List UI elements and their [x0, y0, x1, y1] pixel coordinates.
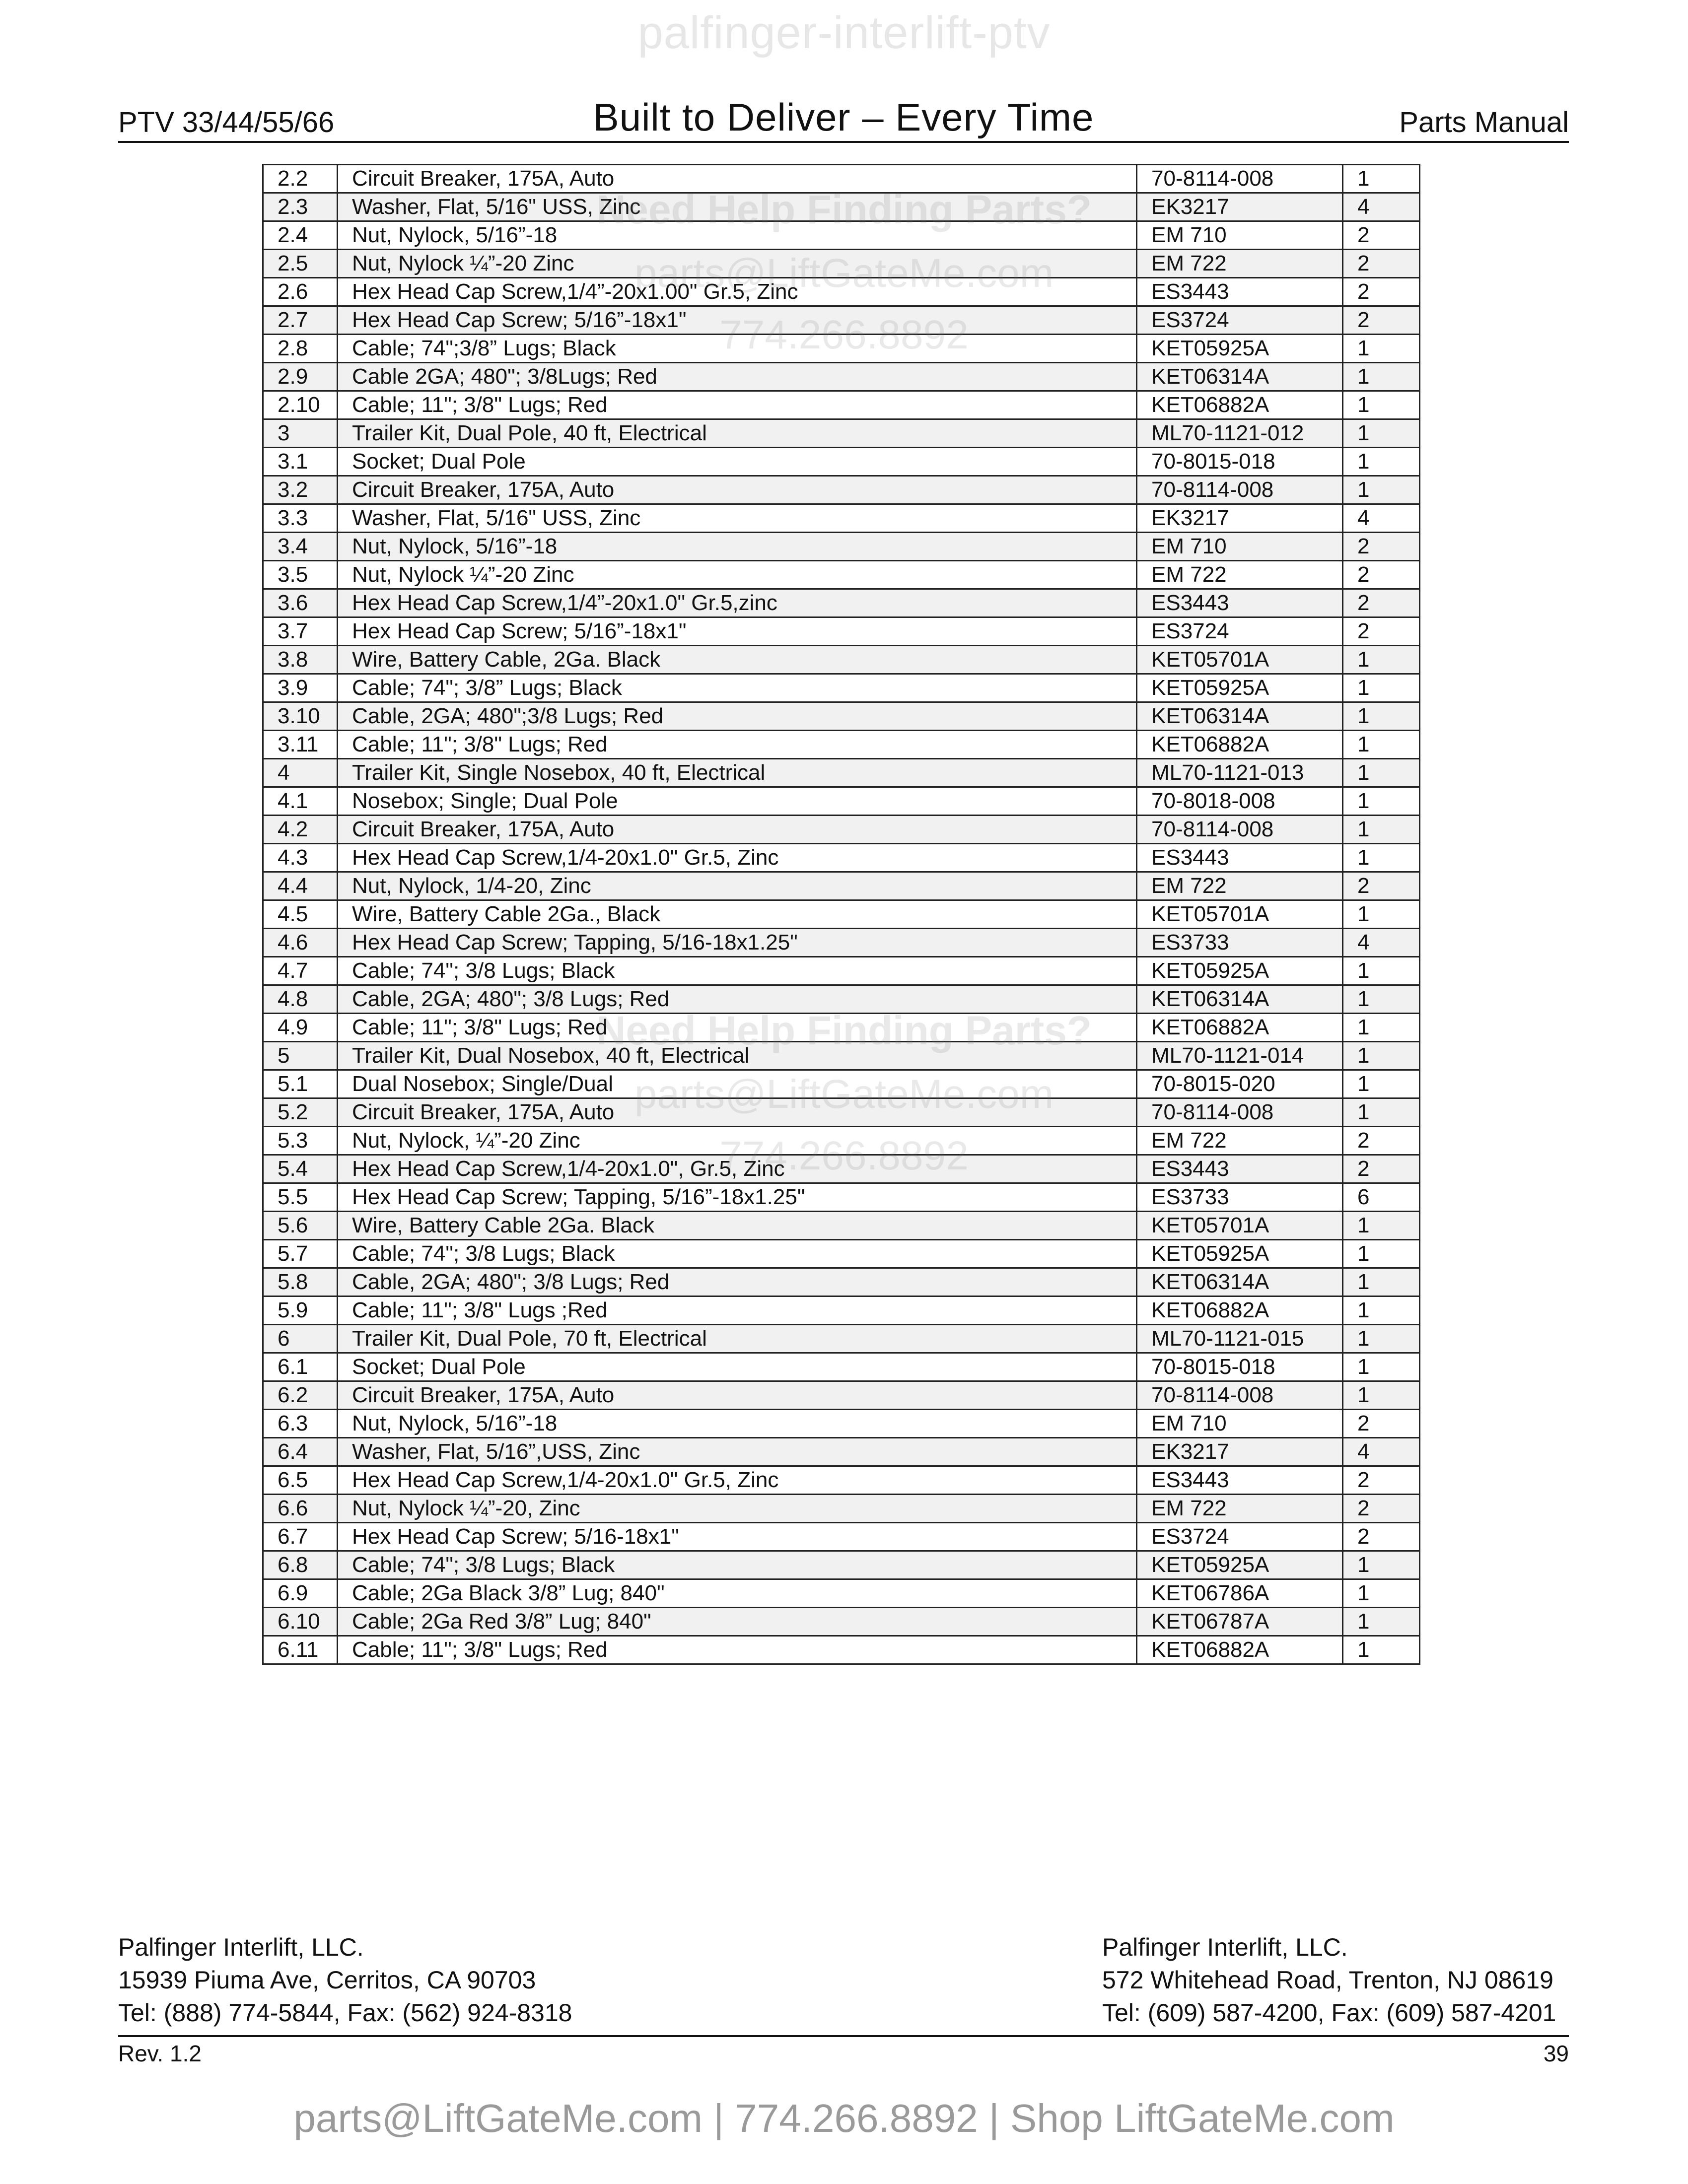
parts-table-container [262, 164, 1419, 1665]
description-cell: Cable; 74"; 3/8 Lugs; Black [338, 1551, 1137, 1579]
quantity-cell: 1 [1343, 787, 1420, 816]
description-cell: Hex Head Cap Screw,1/4”-20x1.00" Gr.5, Zinc [338, 278, 1137, 306]
description-cell: Wire, Battery Cable 2Ga., Black [338, 900, 1137, 929]
description-cell: Washer, Flat, 5/16”,USS, Zinc [338, 1438, 1137, 1466]
item-number-cell: 4.8 [263, 985, 338, 1014]
table-row [263, 193, 1420, 221]
item-number-cell: 2.9 [263, 363, 338, 391]
quantity-cell: 1 [1343, 1268, 1420, 1297]
description-cell: Trailer Kit, Dual Nosebox, 40 ft, Electrical [338, 1042, 1137, 1070]
parts-table [262, 164, 1420, 1665]
part-number-cell: EM 710 [1137, 221, 1343, 250]
part-number-cell: EM 722 [1137, 1127, 1343, 1155]
quantity-cell: 1 [1343, 1325, 1420, 1353]
table-row [263, 1268, 1420, 1297]
revision-label: Rev. 1.2 [118, 2041, 202, 2066]
part-number-cell: ES3724 [1137, 617, 1343, 646]
table-row [263, 1155, 1420, 1183]
table-row [263, 787, 1420, 816]
description-cell: Cable; 11"; 3/8" Lugs; Red [338, 731, 1137, 759]
description-cell: Hex Head Cap Screw; 5/16”-18x1" [338, 306, 1137, 335]
table-row [263, 1579, 1420, 1608]
description-cell: Trailer Kit, Single Nosebox, 40 ft, Electrical [338, 759, 1137, 787]
part-number-cell: KET06882A [1137, 391, 1343, 419]
item-number-cell: 6.6 [263, 1495, 338, 1523]
quantity-cell: 2 [1343, 250, 1420, 278]
description-cell: Hex Head Cap Screw,1/4-20x1.0" Gr.5, Zinc [338, 844, 1137, 872]
item-number-cell: 5.7 [263, 1240, 338, 1268]
footer-company: Palfinger Interlift, LLC. [1102, 1933, 1348, 1961]
quantity-cell: 2 [1343, 221, 1420, 250]
item-number-cell: 5.2 [263, 1098, 338, 1127]
part-number-cell: 70-8018-008 [1137, 787, 1343, 816]
page-number: 39 [1543, 2041, 1569, 2066]
quantity-cell: 1 [1343, 1551, 1420, 1579]
description-cell: Wire, Battery Cable, 2Ga. Black [338, 646, 1137, 674]
description-cell: Washer, Flat, 5/16" USS, Zinc [338, 193, 1137, 221]
item-number-cell: 2.3 [263, 193, 338, 221]
part-number-cell: 70-8015-018 [1137, 448, 1343, 476]
help-watermark-heading: Need Help Finding Parts? [596, 1008, 1092, 1053]
table-row [263, 1098, 1420, 1127]
table-row [263, 250, 1420, 278]
part-number-cell: KET06882A [1137, 1636, 1343, 1664]
help-watermark-phone: 774.266.8892 [719, 312, 969, 357]
part-number-cell: KET06314A [1137, 1268, 1343, 1297]
part-number-cell: KET06314A [1137, 702, 1343, 731]
part-number-cell: ES3443 [1137, 589, 1343, 617]
description-cell: Wire, Battery Cable 2Ga. Black [338, 1212, 1137, 1240]
quantity-cell: 1 [1343, 646, 1420, 674]
item-number-cell: 5 [263, 1042, 338, 1070]
table-row [263, 419, 1420, 448]
quantity-cell: 1 [1343, 1098, 1420, 1127]
table-row [263, 533, 1420, 561]
description-cell: Nut, Nylock, ¼”-20 Zinc [338, 1127, 1137, 1155]
description-cell: Nut, Nylock, 5/16”-18 [338, 1410, 1137, 1438]
quantity-cell: 4 [1343, 929, 1420, 957]
quantity-cell: 1 [1343, 1014, 1420, 1042]
item-number-cell: 6.1 [263, 1353, 338, 1381]
item-number-cell: 4.3 [263, 844, 338, 872]
part-number-cell: KET05925A [1137, 957, 1343, 985]
table-row [263, 221, 1420, 250]
document-title: Parts Manual [1399, 106, 1569, 138]
quantity-cell: 1 [1343, 1042, 1420, 1070]
part-number-cell: KET05925A [1137, 674, 1343, 702]
footer-phone: Tel: (888) 774-5844, Fax: (562) 924-8318 [118, 1999, 572, 2027]
table-row [263, 1608, 1420, 1636]
part-number-cell: EM 722 [1137, 1495, 1343, 1523]
quantity-cell: 1 [1343, 900, 1420, 929]
part-number-cell: KET05701A [1137, 1212, 1343, 1240]
item-number-cell: 5.3 [263, 1127, 338, 1155]
quantity-cell: 1 [1343, 1608, 1420, 1636]
item-number-cell: 6.11 [263, 1636, 338, 1664]
item-number-cell: 5.9 [263, 1297, 338, 1325]
table-row [263, 165, 1420, 193]
description-cell: Hex Head Cap Screw; Tapping, 5/16-18x1.25" [338, 929, 1137, 957]
item-number-cell: 4.1 [263, 787, 338, 816]
quantity-cell: 4 [1343, 193, 1420, 221]
quantity-cell: 2 [1343, 1523, 1420, 1551]
description-cell: Hex Head Cap Screw; 5/16-18x1" [338, 1523, 1137, 1551]
table-row [263, 844, 1420, 872]
table-row [263, 617, 1420, 646]
part-number-cell: KET06882A [1137, 1014, 1343, 1042]
item-number-cell: 3 [263, 419, 338, 448]
table-row [263, 391, 1420, 419]
part-number-cell: ES3724 [1137, 1523, 1343, 1551]
item-number-cell: 2.10 [263, 391, 338, 419]
item-number-cell: 2.8 [263, 335, 338, 363]
description-cell: Circuit Breaker, 175A, Auto [338, 165, 1137, 193]
description-cell: Dual Nosebox; Single/Dual [338, 1070, 1137, 1098]
footer-company: Palfinger Interlift, LLC. [118, 1933, 364, 1961]
table-row [263, 674, 1420, 702]
table-row [263, 1212, 1420, 1240]
table-row [263, 306, 1420, 335]
footer-phone: Tel: (609) 587-4200, Fax: (609) 587-4201 [1102, 1999, 1556, 2027]
part-number-cell: KET05925A [1137, 1240, 1343, 1268]
quantity-cell: 1 [1343, 476, 1420, 504]
description-cell: Nut, Nylock ¼”-20 Zinc [338, 250, 1137, 278]
part-number-cell: KET06882A [1137, 1297, 1343, 1325]
part-number-cell: KET06882A [1137, 731, 1343, 759]
table-row [263, 1636, 1420, 1664]
table-row [263, 1042, 1420, 1070]
item-number-cell: 4.4 [263, 872, 338, 900]
table-row [263, 646, 1420, 674]
table-row [263, 929, 1420, 957]
quantity-cell: 2 [1343, 533, 1420, 561]
part-number-cell: 70-8114-008 [1137, 476, 1343, 504]
quantity-cell: 6 [1343, 1183, 1420, 1212]
part-number-cell: EK3217 [1137, 504, 1343, 533]
part-number-cell: 70-8114-008 [1137, 165, 1343, 193]
quantity-cell: 1 [1343, 816, 1420, 844]
part-number-cell: KET06786A [1137, 1579, 1343, 1608]
part-number-cell: EM 710 [1137, 533, 1343, 561]
table-row [263, 1183, 1420, 1212]
table-row [263, 1438, 1420, 1466]
quantity-cell: 2 [1343, 1127, 1420, 1155]
table-row [263, 1353, 1420, 1381]
quantity-cell: 1 [1343, 674, 1420, 702]
quantity-cell: 2 [1343, 1410, 1420, 1438]
item-number-cell: 2.6 [263, 278, 338, 306]
description-cell: Cable; 11"; 3/8" Lugs; Red [338, 1014, 1137, 1042]
item-number-cell: 6.2 [263, 1381, 338, 1410]
part-number-cell: ML70-1121-012 [1137, 419, 1343, 448]
part-number-cell: EM 722 [1137, 872, 1343, 900]
description-cell: Cable 2GA; 480"; 3/8Lugs; Red [338, 363, 1137, 391]
part-number-cell: KET05701A [1137, 900, 1343, 929]
table-row [263, 1297, 1420, 1325]
quantity-cell: 2 [1343, 306, 1420, 335]
table-row [263, 1410, 1420, 1438]
item-number-cell: 3.3 [263, 504, 338, 533]
part-number-cell: KET06787A [1137, 1608, 1343, 1636]
table-row [263, 872, 1420, 900]
item-number-cell: 3.7 [263, 617, 338, 646]
part-number-cell: ML70-1121-015 [1137, 1325, 1343, 1353]
table-row [263, 335, 1420, 363]
item-number-cell: 6.7 [263, 1523, 338, 1551]
description-cell: Cable, 2GA; 480"; 3/8 Lugs; Red [338, 985, 1137, 1014]
part-number-cell: ES3733 [1137, 1183, 1343, 1212]
description-cell: Nut, Nylock ¼”-20 Zinc [338, 561, 1137, 589]
table-row [263, 278, 1420, 306]
part-number-cell: ES3443 [1137, 1155, 1343, 1183]
page-header [118, 95, 1569, 143]
quantity-cell: 1 [1343, 363, 1420, 391]
description-cell: Socket; Dual Pole [338, 1353, 1137, 1381]
item-number-cell: 2.4 [263, 221, 338, 250]
item-number-cell: 4.6 [263, 929, 338, 957]
table-row [263, 1014, 1420, 1042]
table-row [263, 731, 1420, 759]
table-row [263, 1070, 1420, 1098]
quantity-cell: 2 [1343, 278, 1420, 306]
part-number-cell: 70-8114-008 [1137, 1098, 1343, 1127]
description-cell: Socket; Dual Pole [338, 448, 1137, 476]
part-number-cell: ES3724 [1137, 306, 1343, 335]
quantity-cell: 1 [1343, 759, 1420, 787]
quantity-cell: 4 [1343, 1438, 1420, 1466]
quantity-cell: 2 [1343, 1155, 1420, 1183]
item-number-cell: 3.11 [263, 731, 338, 759]
quantity-cell: 2 [1343, 872, 1420, 900]
item-number-cell: 6 [263, 1325, 338, 1353]
description-cell: Washer, Flat, 5/16" USS, Zinc [338, 504, 1137, 533]
table-row [263, 561, 1420, 589]
description-cell: Trailer Kit, Dual Pole, 40 ft, Electrical [338, 419, 1137, 448]
description-cell: Circuit Breaker, 175A, Auto [338, 1098, 1137, 1127]
top-watermark: palfinger-interlift-ptv [637, 7, 1051, 58]
part-number-cell: EM 710 [1137, 1410, 1343, 1438]
table-row [263, 1325, 1420, 1353]
description-cell: Nut, Nylock, 1/4-20, Zinc [338, 872, 1137, 900]
quantity-cell: 1 [1343, 985, 1420, 1014]
table-row [263, 1466, 1420, 1495]
table-row [263, 1127, 1420, 1155]
table-row [263, 504, 1420, 533]
table-row [263, 1551, 1420, 1579]
help-watermark-email: parts@LiftGateMe.com [634, 1072, 1054, 1117]
part-number-cell: ES3443 [1137, 844, 1343, 872]
quantity-cell: 1 [1343, 844, 1420, 872]
model-label: PTV 33/44/55/66 [118, 106, 335, 138]
item-number-cell: 3.2 [263, 476, 338, 504]
quantity-cell: 2 [1343, 617, 1420, 646]
part-number-cell: ES3443 [1137, 1466, 1343, 1495]
part-number-cell: EM 722 [1137, 250, 1343, 278]
part-number-cell: EK3217 [1137, 193, 1343, 221]
description-cell: Circuit Breaker, 175A, Auto [338, 816, 1137, 844]
footer-address-west [118, 1931, 572, 2029]
part-number-cell: ES3733 [1137, 929, 1343, 957]
description-cell: Hex Head Cap Screw; Tapping, 5/16”-18x1.25" [338, 1183, 1137, 1212]
description-cell: Hex Head Cap Screw,1/4-20x1.0" Gr.5, Zinc [338, 1466, 1137, 1495]
quantity-cell: 1 [1343, 702, 1420, 731]
item-number-cell: 3.6 [263, 589, 338, 617]
table-row [263, 1381, 1420, 1410]
table-row [263, 985, 1420, 1014]
description-cell: Cable; 74"; 3/8 Lugs; Black [338, 1240, 1137, 1268]
description-cell: Hex Head Cap Screw,1/4-20x1.0", Gr.5, Zinc [338, 1155, 1137, 1183]
item-number-cell: 5.8 [263, 1268, 338, 1297]
part-number-cell: EM 722 [1137, 561, 1343, 589]
description-cell: Hex Head Cap Screw; 5/16”-18x1" [338, 617, 1137, 646]
item-number-cell: 3.4 [263, 533, 338, 561]
part-number-cell: ML70-1121-013 [1137, 759, 1343, 787]
item-number-cell: 4.9 [263, 1014, 338, 1042]
part-number-cell: EK3217 [1137, 1438, 1343, 1466]
quantity-cell: 2 [1343, 1466, 1420, 1495]
item-number-cell: 4.5 [263, 900, 338, 929]
quantity-cell: 1 [1343, 1579, 1420, 1608]
quantity-cell: 2 [1343, 561, 1420, 589]
part-number-cell: ML70-1121-014 [1137, 1042, 1343, 1070]
table-row [263, 1523, 1420, 1551]
table-row [263, 957, 1420, 985]
description-cell: Hex Head Cap Screw,1/4”-20x1.0" Gr.5,zinc [338, 589, 1137, 617]
item-number-cell: 6.9 [263, 1579, 338, 1608]
quantity-cell: 2 [1343, 589, 1420, 617]
quantity-cell: 1 [1343, 1636, 1420, 1664]
item-number-cell: 2.2 [263, 165, 338, 193]
description-cell: Cable; 2Ga Black 3/8” Lug; 840" [338, 1579, 1137, 1608]
part-number-cell: KET05925A [1137, 1551, 1343, 1579]
item-number-cell: 3.8 [263, 646, 338, 674]
part-number-cell: KET06314A [1137, 363, 1343, 391]
table-row [263, 702, 1420, 731]
table-row [263, 476, 1420, 504]
item-number-cell: 6.3 [263, 1410, 338, 1438]
item-number-cell: 3.10 [263, 702, 338, 731]
quantity-cell: 1 [1343, 335, 1420, 363]
item-number-cell: 5.1 [263, 1070, 338, 1098]
quantity-cell: 1 [1343, 957, 1420, 985]
item-number-cell: 5.6 [263, 1212, 338, 1240]
description-cell: Cable; 11"; 3/8" Lugs; Red [338, 391, 1137, 419]
table-row [263, 1240, 1420, 1268]
part-number-cell: 70-8114-008 [1137, 1381, 1343, 1410]
description-cell: Cable, 2GA; 480"; 3/8 Lugs; Red [338, 1268, 1137, 1297]
footer-address: 572 Whitehead Road, Trenton, NJ 08619 [1102, 1966, 1553, 1994]
item-number-cell: 6.5 [263, 1466, 338, 1495]
quantity-cell: 1 [1343, 448, 1420, 476]
part-number-cell: KET06314A [1137, 985, 1343, 1014]
description-cell: Cable, 2GA; 480";3/8 Lugs; Red [338, 702, 1137, 731]
description-cell: Trailer Kit, Dual Pole, 70 ft, Electrical [338, 1325, 1137, 1353]
item-number-cell: 2.5 [263, 250, 338, 278]
quantity-cell: 1 [1343, 731, 1420, 759]
description-cell: Nut, Nylock, 5/16”-18 [338, 221, 1137, 250]
part-number-cell: KET05701A [1137, 646, 1343, 674]
table-row [263, 1495, 1420, 1523]
table-row [263, 759, 1420, 787]
footer-address: 15939 Piuma Ave, Cerritos, CA 90703 [118, 1966, 536, 1994]
table-row [263, 816, 1420, 844]
description-cell: Cable; 74";3/8” Lugs; Black [338, 335, 1137, 363]
item-number-cell: 3.9 [263, 674, 338, 702]
description-cell: Circuit Breaker, 175A, Auto [338, 1381, 1137, 1410]
quantity-cell: 1 [1343, 165, 1420, 193]
table-row [263, 448, 1420, 476]
item-number-cell: 5.5 [263, 1183, 338, 1212]
description-cell: Cable; 74"; 3/8 Lugs; Black [338, 957, 1137, 985]
contact-banner[interactable]: parts@LiftGateMe.com | 774.266.8892 | Shop LiftGateMe.com [293, 2096, 1395, 2140]
quantity-cell: 1 [1343, 1381, 1420, 1410]
description-cell: Cable; 74"; 3/8” Lugs; Black [338, 674, 1137, 702]
quantity-cell: 1 [1343, 391, 1420, 419]
part-number-cell: 70-8114-008 [1137, 816, 1343, 844]
quantity-cell: 1 [1343, 1353, 1420, 1381]
description-cell: Nut, Nylock, 5/16”-18 [338, 533, 1137, 561]
item-number-cell: 6.8 [263, 1551, 338, 1579]
item-number-cell: 4.7 [263, 957, 338, 985]
quantity-cell: 2 [1343, 1495, 1420, 1523]
quantity-cell: 1 [1343, 419, 1420, 448]
description-cell: Cable; 11"; 3/8" Lugs; Red [338, 1636, 1137, 1664]
quantity-cell: 4 [1343, 504, 1420, 533]
table-row [263, 589, 1420, 617]
quantity-cell: 1 [1343, 1070, 1420, 1098]
item-number-cell: 5.4 [263, 1155, 338, 1183]
part-number-cell: 70-8015-018 [1137, 1353, 1343, 1381]
description-cell: Nut, Nylock ¼”-20, Zinc [338, 1495, 1137, 1523]
item-number-cell: 6.4 [263, 1438, 338, 1466]
item-number-cell: 2.7 [263, 306, 338, 335]
description-cell: Cable; 11"; 3/8" Lugs ;Red [338, 1297, 1137, 1325]
item-number-cell: 4.2 [263, 816, 338, 844]
item-number-cell: 3.1 [263, 448, 338, 476]
tagline: Built to Deliver – Every Time [593, 95, 1094, 139]
table-row [263, 363, 1420, 391]
footer-address-east [1102, 1931, 1556, 2029]
part-number-cell: ES3443 [1137, 278, 1343, 306]
part-number-cell: 70-8015-020 [1137, 1070, 1343, 1098]
description-cell: Circuit Breaker, 175A, Auto [338, 476, 1137, 504]
part-number-cell: KET05925A [1137, 335, 1343, 363]
parts-table-body [263, 165, 1420, 1664]
quantity-cell: 1 [1343, 1240, 1420, 1268]
quantity-cell: 1 [1343, 1212, 1420, 1240]
table-row [263, 900, 1420, 929]
description-cell: Cable; 2Ga Red 3/8” Lug; 840" [338, 1608, 1137, 1636]
footer-divider [118, 2035, 1569, 2037]
description-cell: Nosebox; Single; Dual Pole [338, 787, 1137, 816]
item-number-cell: 4 [263, 759, 338, 787]
item-number-cell: 6.10 [263, 1608, 338, 1636]
item-number-cell: 3.5 [263, 561, 338, 589]
quantity-cell: 1 [1343, 1297, 1420, 1325]
